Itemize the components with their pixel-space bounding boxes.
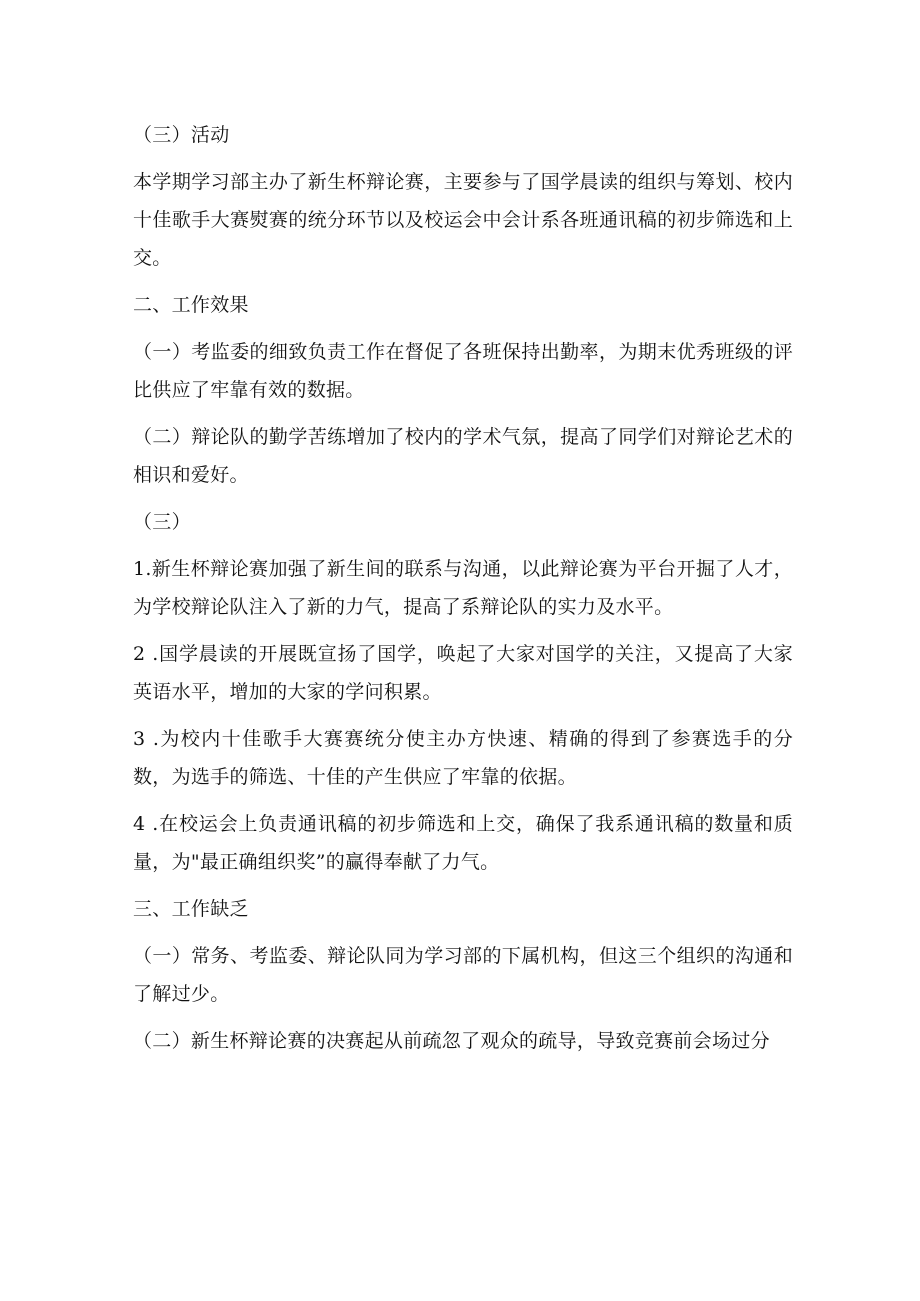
heading-work-results: 二、工作效果 [133,294,249,316]
heading-result-3: （三） [133,511,191,533]
heading-shortcomings: 三、工作缺乏 [133,898,249,920]
heading-activities: （三）活动 [133,124,230,146]
paragraph-shortcoming-2: （二）新生杯辩论赛的决赛起从前疏忽了观众的疏导，导致竞赛前会场过分 [133,1030,770,1052]
paragraph-shortcoming-1: （一）常务、考监委、辩论队同为学习部的下属机构，但这三个组织的沟通和了解过少。 [133,945,793,1005]
list-item-1: 1.新生杯辩论赛加强了新生间的联系与沟通，以此辩论赛为平台开掘了人才，为学校辩论队注入了新的力气，提高了系辩论队的实力及水平。 [133,558,793,618]
list-item-3: 3 .为校内十佳歌手大赛赛统分使主办方快速、精确的得到了参赛选手的分数，为选手的筛选、十佳的产生供应了牢靠的依据。 [133,728,793,788]
paragraph-result-1: （一）考监委的细致负责工作在督促了各班保持出勤率，为期末优秀班级的评比供应了牢靠有效的数据。 [133,341,793,401]
list-item-4: 4 .在校运会上负责通讯稿的初步筛选和上交，确保了我系通讯稿的数量和质量，为"最正确组织奖”的赢得奉献了力气。 [133,813,793,873]
paragraph-activities-summary: 本学期学习部主办了新生杯辩论赛，主要参与了国学晨读的组织与筹划、校内十佳歌手大赛熨赛的统分环节以及校运会中会计系各班通讯稿的初步筛选和上交。 [133,171,793,269]
document-page [133,116,793,1069]
list-item-2: 2 .国学晨读的开展既宣扬了国学，唤起了大家对国学的关注，又提高了大家英语水平，增加的大家的学问积累。 [133,643,793,703]
paragraph-result-2: （二）辩论队的勤学苦练增加了校内的学术气氛，提高了同学们对辩论艺术的相识和爱好。 [133,426,793,486]
